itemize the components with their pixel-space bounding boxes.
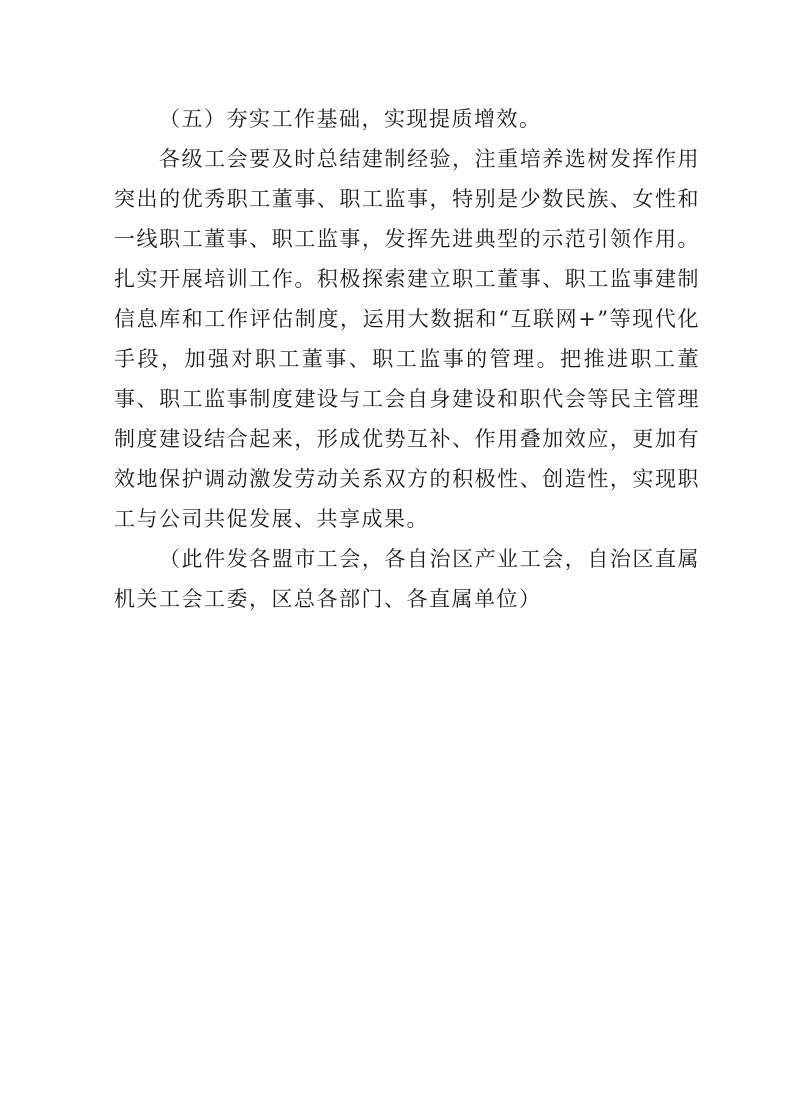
body-paragraph: 各级工会要及时总结建制经验，注重培养选树发挥作用突出的优秀职工董事、职工监事，特别是少数民族、女性和一线职工董事、职工监事，发挥先进典型的示范引领作用。扎实开展培训工作。积极探索建立职工董事、职工监事建制信息库和工作评估制度，运用大数据和“互联网+”等现代化手段，加强对职工董事、职工监事的管理。把推进职工董事、职工监事制度建设与工会自身建设和职代会等民主管理制度建设结合起来，形成优势互补、作用叠加效应，更加有效地保护调动激发劳动关系双方的积极性、创造性，实现职工与公司共促发展、共享成果。: [114, 147, 700, 531]
distribution-note: （此件发各盟市工会，各自治区产业工会，自治区直属机关工会工委，区总各部门、各直属单位）: [114, 547, 700, 611]
section-heading: （五）夯实工作基础，实现提质增效。: [159, 107, 542, 131]
document-text-block: [114, 99, 700, 619]
